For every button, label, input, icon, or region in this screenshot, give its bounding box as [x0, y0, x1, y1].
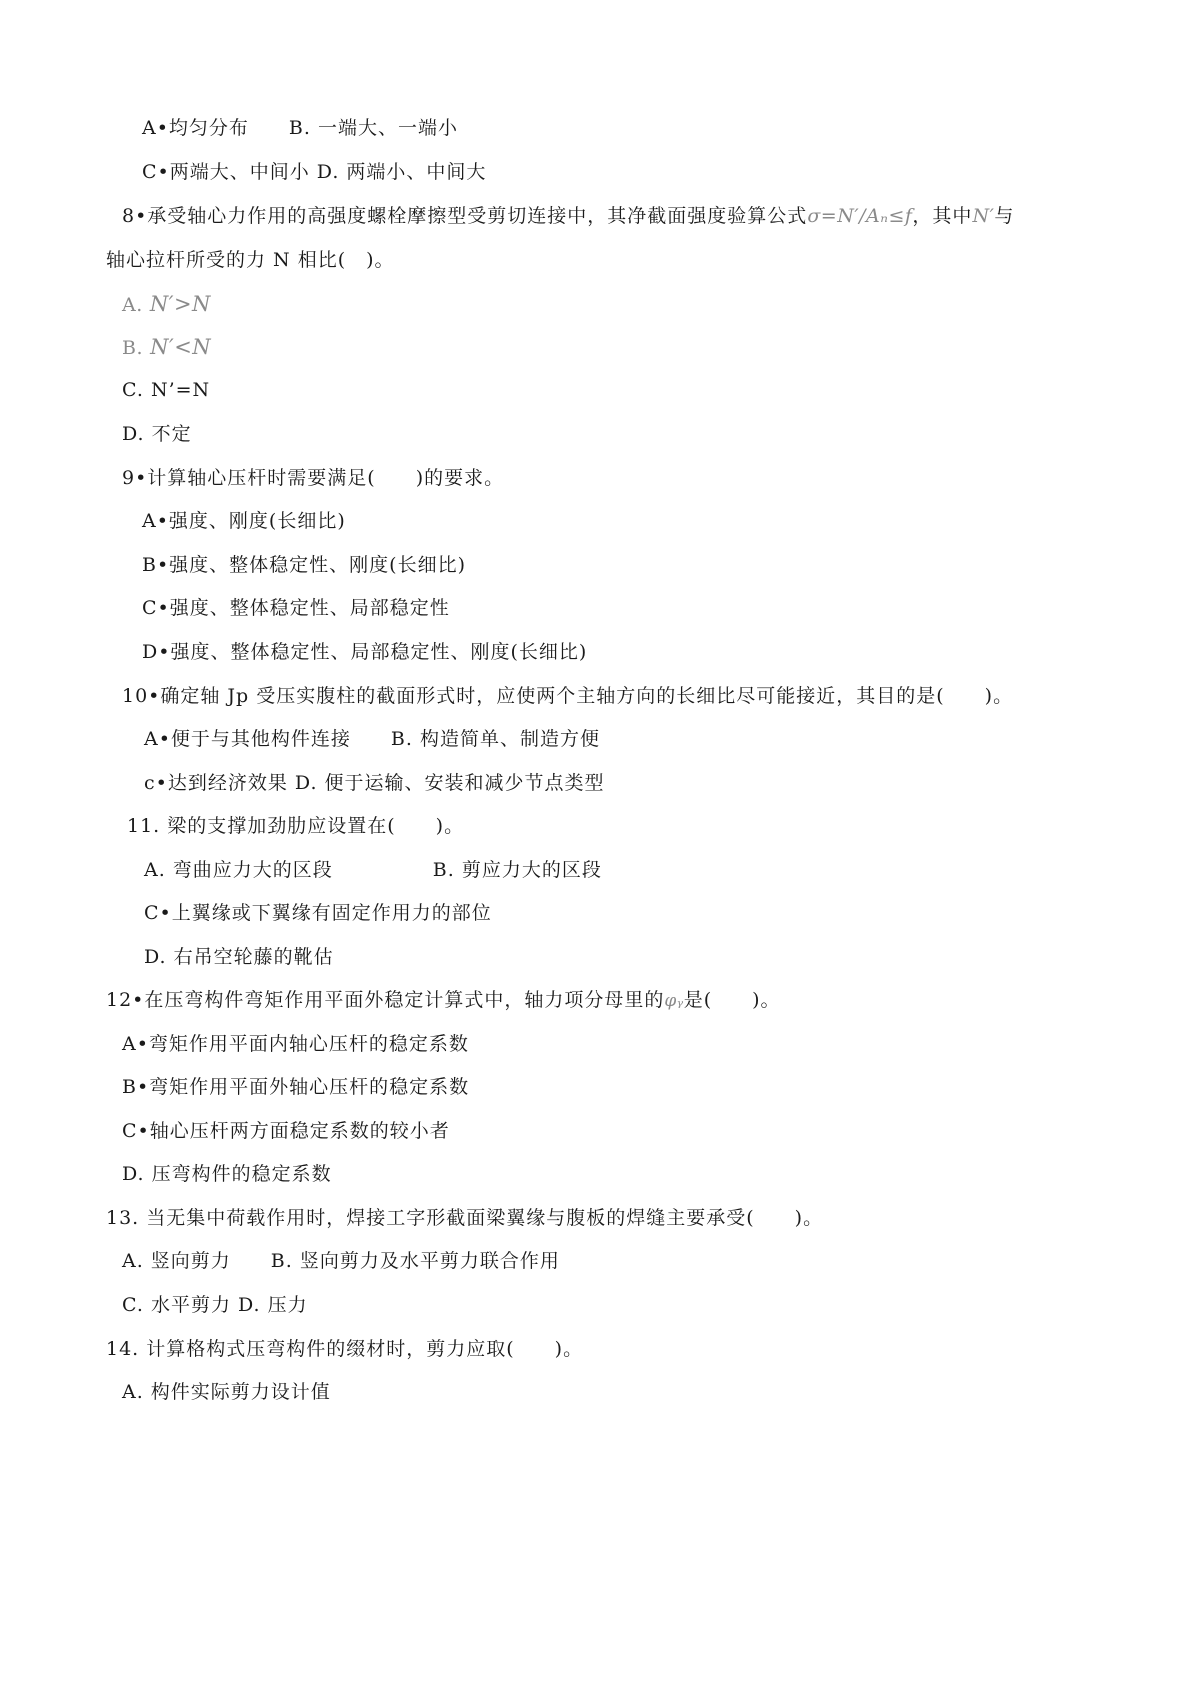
- question-14-option-a: A. 构件实际剪力设计值: [122, 1381, 331, 1403]
- question-9-option-c: C•强度、整体稳定性、局部稳定性: [142, 597, 450, 619]
- question-9-option-d: D•强度、整体稳定性、局部稳定性、刚度(长细比): [142, 641, 588, 663]
- question-11-option-a-b: A. 弯曲应力大的区段 B. 剪应力大的区段: [144, 859, 602, 881]
- question-10-stem: 10•确定轴 Jp 受压实腹柱的截面形式时，应使两个主轴方向的长细比尽可能接近，其目的是( )。: [122, 685, 1014, 707]
- question-14-stem: 14. 计算格构式压弯构件的缀材时，剪力应取( )。: [106, 1338, 584, 1360]
- question-8-symbol: N′: [972, 205, 995, 227]
- question-12-option-b: B•弯矩作用平面外轴心压杆的稳定系数: [122, 1076, 470, 1098]
- question-12-text-before: 12•在压弯构件弯矩作用平面外稳定计算式中，轴力项分母里的: [106, 989, 665, 1011]
- option-label: B.: [122, 337, 144, 359]
- question-11-stem: 11. 梁的支撑加劲肋应设置在( )。: [127, 815, 465, 837]
- question-8-option-d: D. 不定: [122, 423, 192, 445]
- question-12-option-d: D. 压弯构件的稳定系数: [122, 1163, 332, 1185]
- question-10-option-c-d: c•达到经济效果 D. 便于运输、安装和减少节点类型: [144, 772, 605, 794]
- option-label: A.: [122, 294, 143, 316]
- question-8-text-after: 与: [994, 205, 1015, 227]
- question-8-stem: [122, 204, 1014, 228]
- question-10-option-a-b: A•便于与其他构件连接 B. 构造简单、制造方便: [144, 728, 600, 750]
- question-8-option-b: [122, 335, 211, 360]
- question-12-symbol: φᵧ: [664, 991, 684, 1011]
- question-9-stem: 9•计算轴心压杆时需要满足( )的要求。: [122, 467, 505, 489]
- question-12-stem: [106, 988, 781, 1013]
- question-13-option-a-b: A. 竖向剪力 B. 竖向剪力及水平剪力联合作用: [122, 1250, 560, 1272]
- question-8-option-c: C. N’=N: [122, 379, 211, 401]
- question-8-text-mid: ，其中: [912, 205, 973, 227]
- option-line-q7-a-b: A•均匀分布 B. 一端大、一端小: [142, 117, 458, 139]
- question-8-formula: σ=N′/Aₙ≤f: [807, 205, 913, 227]
- question-11-option-d: D. 右吊空轮藤的靴估: [144, 946, 334, 968]
- question-12-option-c: C•轴心压杆两方面稳定系数的较小者: [122, 1120, 450, 1142]
- question-12-text-after: 是( )。: [683, 989, 781, 1011]
- question-12-option-a: A•弯矩作用平面内轴心压杆的稳定系数: [122, 1033, 469, 1055]
- option-formula: N′>N: [149, 292, 211, 316]
- question-8-option-a: [122, 292, 211, 317]
- option-formula: N′<N: [150, 335, 212, 359]
- question-13-stem: 13. 当无集中荷载作用时，焊接工字形截面梁翼缘与腹板的焊缝主要承受( )。: [106, 1207, 824, 1229]
- question-8-stem-continued: 轴心拉杆所受的力 N 相比( )。: [106, 249, 395, 271]
- option-line-q7-c-d: C•两端大、中间小 D. 两端小、中间大: [142, 161, 487, 183]
- question-13-option-c-d: C. 水平剪力 D. 压力: [122, 1294, 308, 1316]
- question-9-option-a: A•强度、刚度(长细比): [142, 510, 346, 532]
- question-11-option-c: C•上翼缘或下翼缘有固定作用力的部位: [144, 902, 492, 924]
- question-8-text-before: 8•承受轴心力作用的高强度螺栓摩擦型受剪切连接中，其净截面强度验算公式: [122, 205, 808, 227]
- question-9-option-b: B•强度、整体稳定性、刚度(长细比): [142, 554, 466, 576]
